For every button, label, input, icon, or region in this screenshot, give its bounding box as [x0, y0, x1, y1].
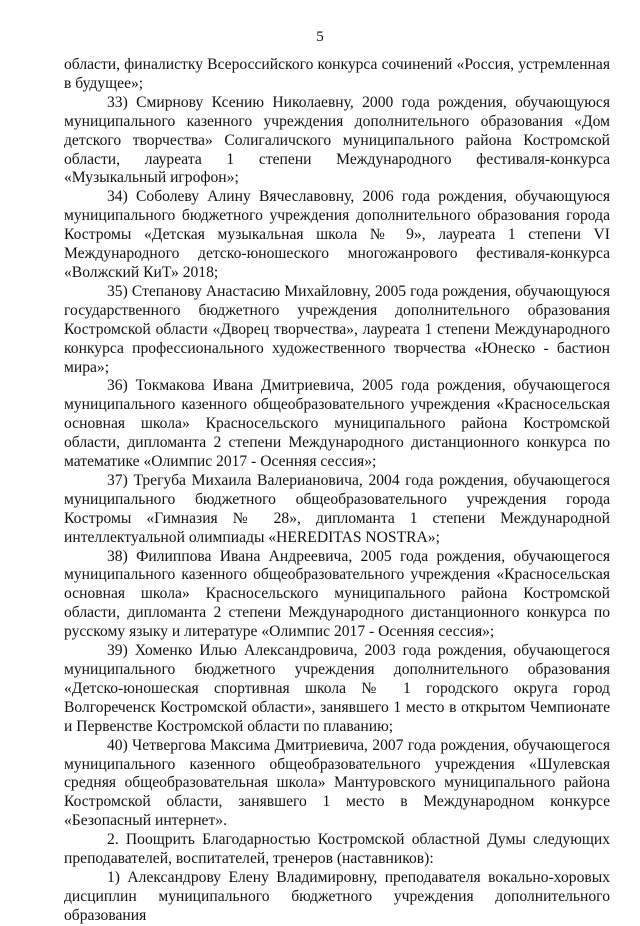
- list-item-40: 40) Четвергова Максима Дмитриевича, 2007 года рождения, обучающегося муниципального казенного общеобразовательного учреждения «Шулевская средняя общеобразовательная школа» Мантуровского муниципального района Костромской области, занявшего 1 место в Международном конкурсе «Безопасный интернет».: [64, 736, 610, 830]
- list-item-36: 36) Токмакова Ивана Дмитриевича, 2005 года рождения, обучающегося муниципального казенного общеобразовательного учреждения «Красносельская основная школа» Красносельского муниципального района Костромской области, дипломанта 2 степени Международного дистанционного конкурса по математике «Олимпис 2017 - Осенняя сессия»;: [64, 377, 610, 471]
- list-item-35: 35) Степанову Анастасию Михайловну, 2005 года рождения, обучающуюся государственного бюджетного учреждения дополнительного образования Костромской области «Дворец творчества», лауреата 1 степени Международного конкурса профессионального художественного творчества «Юнеско - бастион мира»;: [64, 282, 610, 376]
- section-2-item-1: 1) Александрову Елену Владимировну, преподавателя вокально-хоровых дисциплин муниципального бюджетного учреждения дополнительного образования: [64, 868, 610, 924]
- list-item-39: 39) Хоменко Илью Александровича, 2003 года рождения, обучающегося муниципального бюджетного учреждения дополнительного образования «Детско-юношеская спортивная школа № 1 городского округа город Волгореченск Костромской области», занявшего 1 место в открытом Чемпионате и Первенстве Костромской области по плаванию;: [64, 642, 610, 735]
- section-2-intro: 2. Поощрить Благодарностью Костромской областной Думы следующих преподавателей, воспитателей, тренеров (наставников):: [64, 831, 610, 868]
- list-item-37: 37) Трегуба Михаила Валериановича, 2004 года рождения, обучающегося муниципального бюджетного общеобразовательного учреждения города Костромы «Гимназия № 28», дипломанта 1 степени Международной интеллектуальной олимпиады «HEREDITAS NOSTRA»;: [64, 471, 610, 546]
- paragraph-continuation: области, финалистку Всероссийского конкурса сочинений «Россия, устремленная в будущее»;: [64, 56, 610, 92]
- list-item-33: 33) Смирнову Ксению Николаевну, 2000 года рождения, обучающуюся муниципального казенного учреждения дополнительного образования «Дом детского творчества» Солигаличского муниципального района Костромской области, лауреата 1 степени Международного фестиваля-конкурса «Музыкальный игрофон»;: [64, 93, 610, 187]
- document-body: [64, 56, 610, 926]
- page-number: 5: [316, 29, 324, 45]
- list-item-38: 38) Филиппова Ивана Андреевича, 2005 года рождения, обучающегося муниципального казенного общеобразовательного учреждения «Красносельская основная школа» Красносельского муниципального района Костромской области, дипломанта 2 степени Международного дистанционного конкурса по русскому языку и литературе «Олимпис 2017 - Осенняя сессия»;: [64, 547, 610, 641]
- list-item-34: 34) Соболеву Алину Вячеславовну, 2006 года рождения, обучающуюся муниципального бюджетного учреждения дополнительного образования города Костромы «Детская музыкальная школа № 9», лауреата 1 степени VI Международного детско-юношеского многожанрового фестиваля-конкурса «Волжский КиТ» 2018;: [64, 188, 610, 281]
